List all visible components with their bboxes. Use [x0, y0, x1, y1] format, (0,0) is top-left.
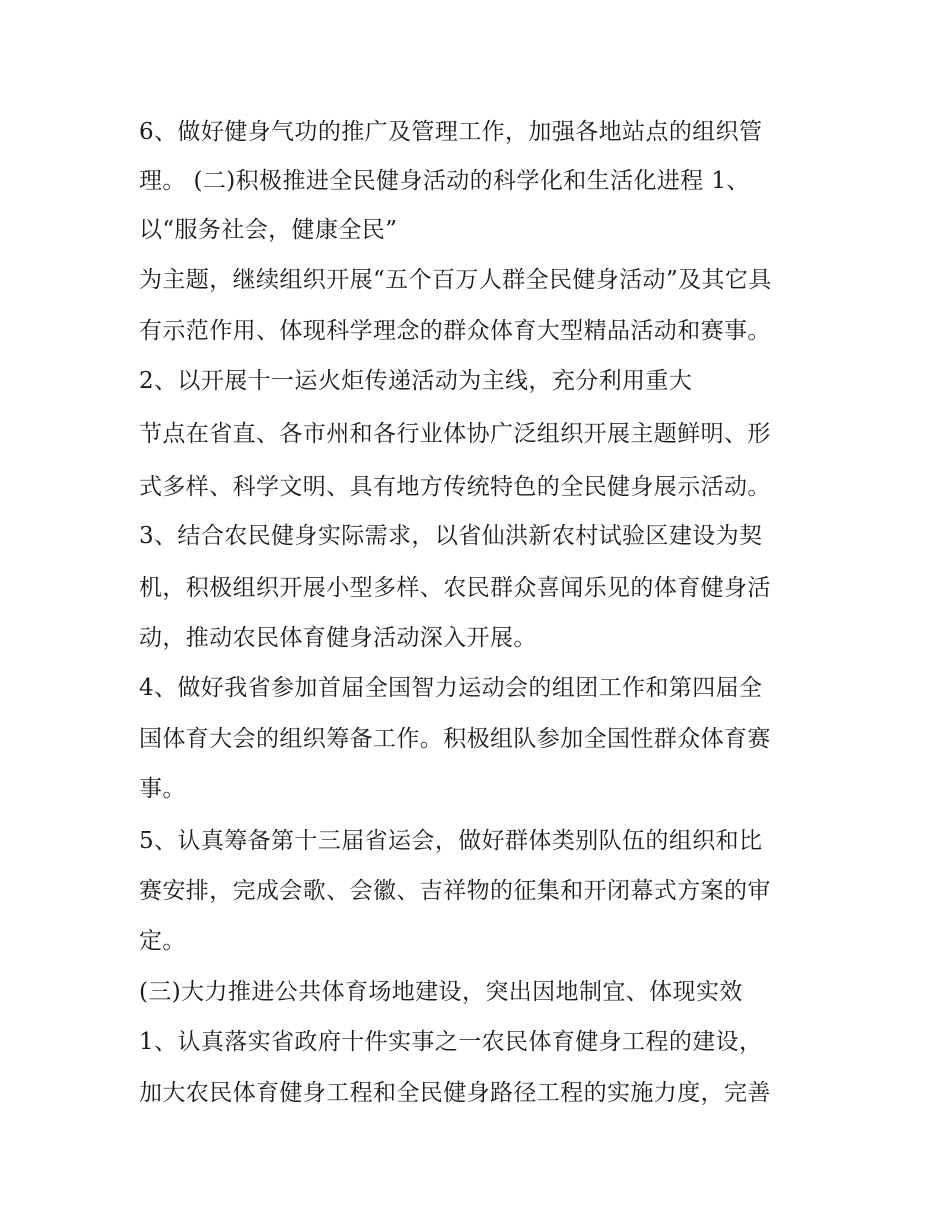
text-line: (三)大力推进公共体育场地建设，突出因地制宜、体现实效	[139, 979, 743, 1005]
text-line: 事。	[139, 776, 186, 802]
text-line: 5、认真筹备第十三届省运会，做好群体类别队伍的组织和比	[139, 828, 763, 854]
text-line: 动，推动农民体育健身活动深入开展。	[139, 625, 537, 651]
text-line: 有示范作用、体现科学理念的群众体育大型精品活动和赛事。	[139, 318, 771, 344]
text-line: 1、认真落实省政府十件实事之一农民体育健身工程的建设，	[139, 1029, 763, 1055]
text-line: 机，积极组织开展小型多样、农民群众喜闻乐见的体育健身活	[139, 575, 771, 601]
text-line: 6、做好健身气功的推广及管理工作，加强各地站点的组织管	[139, 119, 763, 145]
text-line: 理。 (二)积极推进全民健身活动的科学化和生活化进程 1、	[139, 168, 750, 194]
text-line: 加大农民体育健身工程和全民健身路径工程的实施力度，完善	[139, 1080, 771, 1106]
text-line: 4、做好我省参加首届全国智力运动会的组团工作和第四届全	[139, 675, 763, 701]
text-line: 以“服务社会，健康全民”	[139, 217, 398, 243]
text-line: 式多样、科学文明、具有地方传统特色的全民健身展示活动。	[139, 474, 771, 500]
text-line: 国体育大会的组织筹备工作。积极组队参加全国性群众体育赛	[139, 726, 771, 752]
text-line: 赛安排，完成会歌、会徽、吉祥物的征集和开闭幕式方案的审	[139, 878, 771, 904]
text-line: 定。	[139, 928, 186, 954]
text-line: 为主题，继续组织开展“五个百万人群全民健身活动”及其它具	[139, 267, 772, 293]
text-line: 3、结合农民健身实际需求，以省仙洪新农村试验区建设为契	[139, 523, 763, 549]
text-line: 2、以开展十一运火炬传递活动为主线，充分利用重大	[139, 368, 693, 394]
text-line: 节点在省直、各市州和各行业体协广泛组织开展主题鲜明、形	[139, 421, 771, 447]
